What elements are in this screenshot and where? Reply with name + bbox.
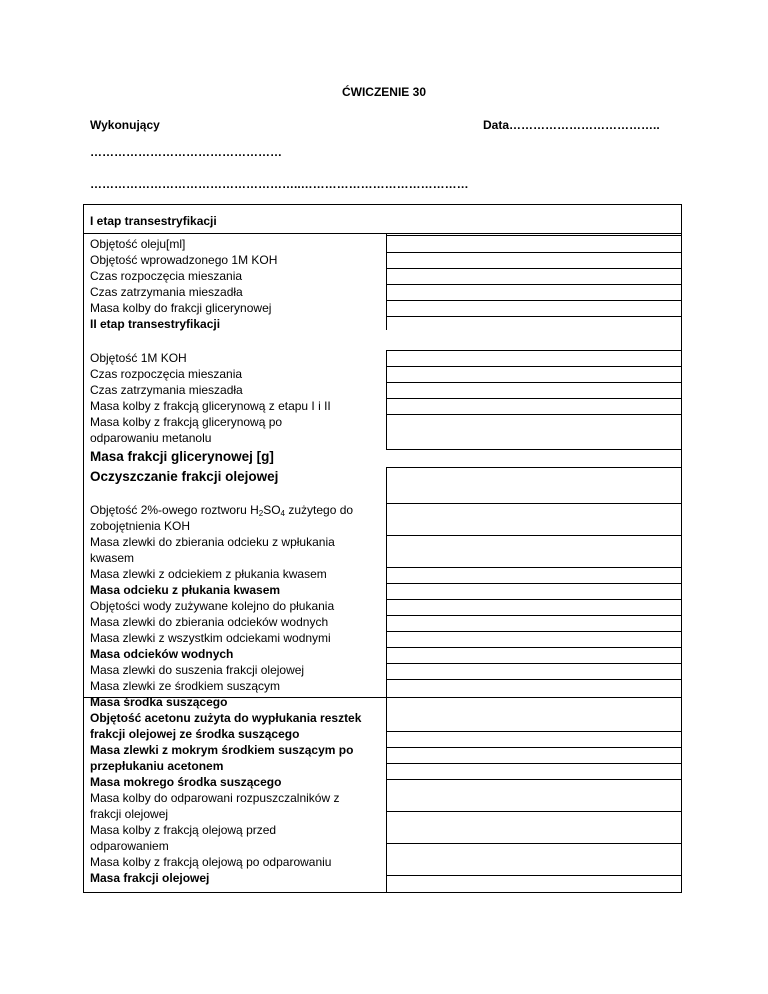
table-row-label: przepłukaniu acetonem (90, 759, 224, 773)
table-row-label: Masa zlewki z odciekiem z płukania kwasem (90, 567, 327, 581)
table-rule (387, 843, 681, 844)
table-rule (387, 350, 681, 351)
table-rule (387, 398, 681, 399)
section-1-title: I etap transestryfikacji (90, 214, 217, 228)
table-rule (387, 503, 681, 504)
table-rule (387, 647, 681, 648)
date-label: Data……………………………….. (483, 118, 660, 132)
table-rule (387, 779, 681, 780)
table-row-label: Czas zatrzymania mieszadła (90, 285, 243, 299)
table-rule (387, 235, 681, 236)
table-row-label: kwasem (90, 551, 135, 565)
table-rule (387, 763, 681, 764)
table-row-label: Czas rozpoczęcia mieszania (90, 367, 243, 381)
table-row-label: odparowaniu metanolu (90, 431, 212, 445)
table-rule (387, 252, 681, 253)
table-row-label: Masa środka suszącego (90, 695, 228, 709)
table-row-label: Masa kolby do frakcji glicerynowej (90, 301, 272, 315)
table-row-label: Objętości wody zużywane kolejno do płukania (90, 599, 335, 613)
table-rule (387, 599, 681, 600)
table-row-label: Masa kolby z frakcją olejową po odparowaniu (90, 855, 332, 869)
table-rule (387, 747, 681, 748)
table-row-label: Objętość oleju[ml] (90, 237, 186, 251)
table-row-label: Masa mokrego środka suszącego (90, 775, 282, 789)
performer-name-line-2: ……………………………………………..…………………………………… (90, 177, 469, 191)
table-row-label: Masa kolby z frakcją glicerynową z etapu I i II (90, 399, 331, 413)
table-row-label: Masa zlewki z mokrym środkiem suszącym po (90, 743, 354, 757)
table-rule (387, 300, 681, 301)
table-rule (387, 583, 681, 584)
performer-name-line-1: ………………………………………… (90, 145, 282, 159)
table-rule (387, 382, 681, 383)
section-2-title: II etap transestryfikacji (90, 317, 221, 331)
table-rule (387, 535, 681, 536)
table-rule (386, 467, 387, 893)
table-row-label: Masa zlewki do suszenia frakcji olejowej (90, 663, 305, 677)
section-3-title: Oczyszczanie frakcji olejowej (90, 469, 279, 484)
table-row-label: Masa frakcji olejowej (90, 871, 210, 885)
table-rule (387, 663, 681, 664)
table-row-label: Masa kolby z frakcją olejową przed (90, 823, 277, 837)
table-row-label: Objętość 1M KOH (90, 351, 187, 365)
table-rule (386, 350, 387, 450)
table-row-label: odparowaniem (90, 839, 169, 853)
acid-volume-label-line-2: zobojętnienia KOH (90, 519, 191, 533)
page-title: ĆWICZENIE 30 (341, 85, 426, 99)
table-rule (387, 449, 681, 450)
table-row-label: Czas rozpoczęcia mieszania (90, 269, 243, 283)
table-row-label: Masa zlewki ze środkiem suszącym (90, 679, 281, 693)
table-rule (387, 268, 681, 269)
glycerin-mass-label: Masa frakcji glicerynowej [g] (90, 449, 274, 464)
table-row-label: Masa odcieków wodnych (90, 647, 234, 661)
table-row-label: Masa kolby do odparowani rozpuszczalników z (90, 791, 340, 805)
table-row-label: Masa zlewki do zbierania odcieków wodnych (90, 615, 329, 629)
table-rule (387, 731, 681, 732)
table-rule (387, 414, 681, 415)
table-row-label: frakcji olejowej ze środka suszącego (90, 727, 300, 741)
table-row-label: Masa zlewki z wszystkim odciekami wodnymi (90, 631, 331, 645)
table-rule (387, 316, 681, 317)
table-rule (387, 467, 681, 468)
table-rule (387, 811, 681, 812)
table-rule (386, 234, 387, 330)
table-rule (387, 631, 681, 632)
table-row-label: Czas zatrzymania mieszadła (90, 383, 243, 397)
table-row-label: Masa zlewki do zbierania odcieku z wpłukania (90, 535, 335, 549)
table-rule (84, 233, 681, 234)
acid-volume-label: Objętość 2%-owego roztworu $H_2SO_4$ zużytego do (90, 503, 354, 518)
table-rule (387, 567, 681, 568)
table-rule (387, 366, 681, 367)
table-row-label: Objętość acetonu zużyta do wypłukania resztek (90, 711, 362, 725)
table-row-label: Masa odcieku z płukania kwasem (90, 583, 281, 597)
table-row-label: frakcji olejowej (90, 807, 169, 821)
table-rule (387, 679, 681, 680)
performer-label: Wykonujący (90, 118, 160, 132)
table-rule (387, 284, 681, 285)
table-row-label: Masa kolby z frakcją glicerynową po (90, 415, 283, 429)
table-rule (387, 875, 681, 876)
table-rule (387, 615, 681, 616)
table-row-label: Objętość wprowadzonego 1M KOH (90, 253, 278, 267)
